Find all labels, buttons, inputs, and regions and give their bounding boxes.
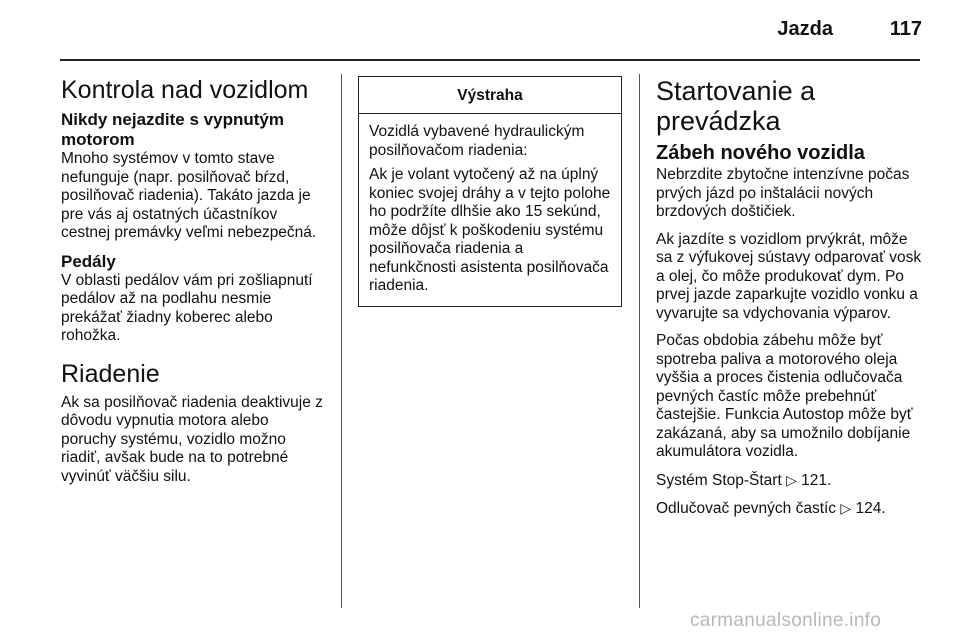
subheading-pedals: Pedály	[61, 251, 116, 271]
watermark: carmanualsonline.info	[690, 610, 882, 631]
header-divider	[60, 59, 920, 61]
paragraph-brakes: Nebrzdite zbytočne intenzívne počas prvých jázd po inštalácii nových brzdových doštičiek.	[656, 166, 910, 220]
subheading-engine-off: Nikdy nejazdite s vypnutým motorom	[61, 110, 284, 149]
paragraph-consumption: Počas obdobia zábehu môže byť spotreba paliva a motorového oleja vyššia a proces čistenia odlučovača pevných častíc môže prebehnúť častejšie. Funkcia Autostop môže byť zakázaná, aby sa umožnilo dobíjanie akumulátora vozidla.	[656, 332, 913, 460]
page-number: 117	[889, 18, 922, 40]
triangle-right-icon: ▷	[840, 500, 852, 516]
paragraph-steering: Ak sa posilňovač riadenia deaktivuje z dôvodu vypnutia motora alebo poruchy systému, vozidlo možno riadiť, avšak bude na to potrebné vyvinúť väčšiu silu.	[61, 393, 323, 485]
paragraph-engine-off: Mnoho systémov v tomto stave nefunguje (napr. posilňovač bŕzd, posilňovač riadenia). Takáto jazda je pre vás aj ostatných účastníkov cestnej premávky veľmi nebezpečná.	[61, 150, 317, 241]
section-heading-vehicle-control: Kontrola nad vozidlom	[61, 76, 309, 104]
triangle-right-icon: ▷	[786, 471, 797, 488]
warning-title: Výstraha	[359, 77, 621, 114]
warning-paragraph-1: Vozidlá vybavené hydraulickým posilňovačom riadenia:	[369, 123, 585, 159]
page-header	[0, 0, 960, 64]
xref-particle-filter-page: 124.	[855, 500, 886, 517]
subheading-break-in: Zábeh nového vozidla	[656, 142, 865, 164]
paragraph-exhaust: Ak jazdíte s vozidlom prvýkrát, môže sa z výfukovej sústavy odparovať vosk a olej, čo môže produkovať dym. Po prvej jazde zaparkujte vozidlo vonku a vyvarujte sa vdychovania výparov.	[656, 230, 922, 322]
column-right	[656, 76, 926, 528]
column-divider-2	[639, 74, 640, 608]
paragraph-pedals: V oblasti pedálov vám pri zošliapnutí pedálov až na podlahu nesmie prekážať žiadny koberec alebo rohožka.	[61, 271, 313, 344]
xref-stop-start-page: 121.	[801, 471, 832, 489]
xref-stop-start[interactable]	[656, 471, 926, 491]
xref-particle-filter[interactable]	[656, 499, 926, 519]
column-left	[61, 76, 327, 495]
xref-particle-filter-label: Odlučovač pevných častíc	[656, 500, 837, 517]
column-divider-1	[341, 74, 342, 608]
warning-box	[358, 76, 622, 307]
section-heading-starting: Startovanie a prevádzka	[656, 76, 816, 136]
warning-paragraph-2: Ak je volant vytočený až na úplný koniec svojej dráhy a v tejto polohe ho podržíte dlhšie ako 15 sekúnd, môže dôjsť k poškodeniu systému posilňovača riadenia a nefunkčnosti asistenta posilňovača riadenia.	[369, 166, 611, 294]
xref-stop-start-label: Systém Stop-Štart	[656, 471, 782, 489]
page-title: Jazda	[777, 18, 833, 40]
section-heading-steering: Riadenie	[61, 359, 160, 388]
warning-body	[359, 114, 621, 306]
